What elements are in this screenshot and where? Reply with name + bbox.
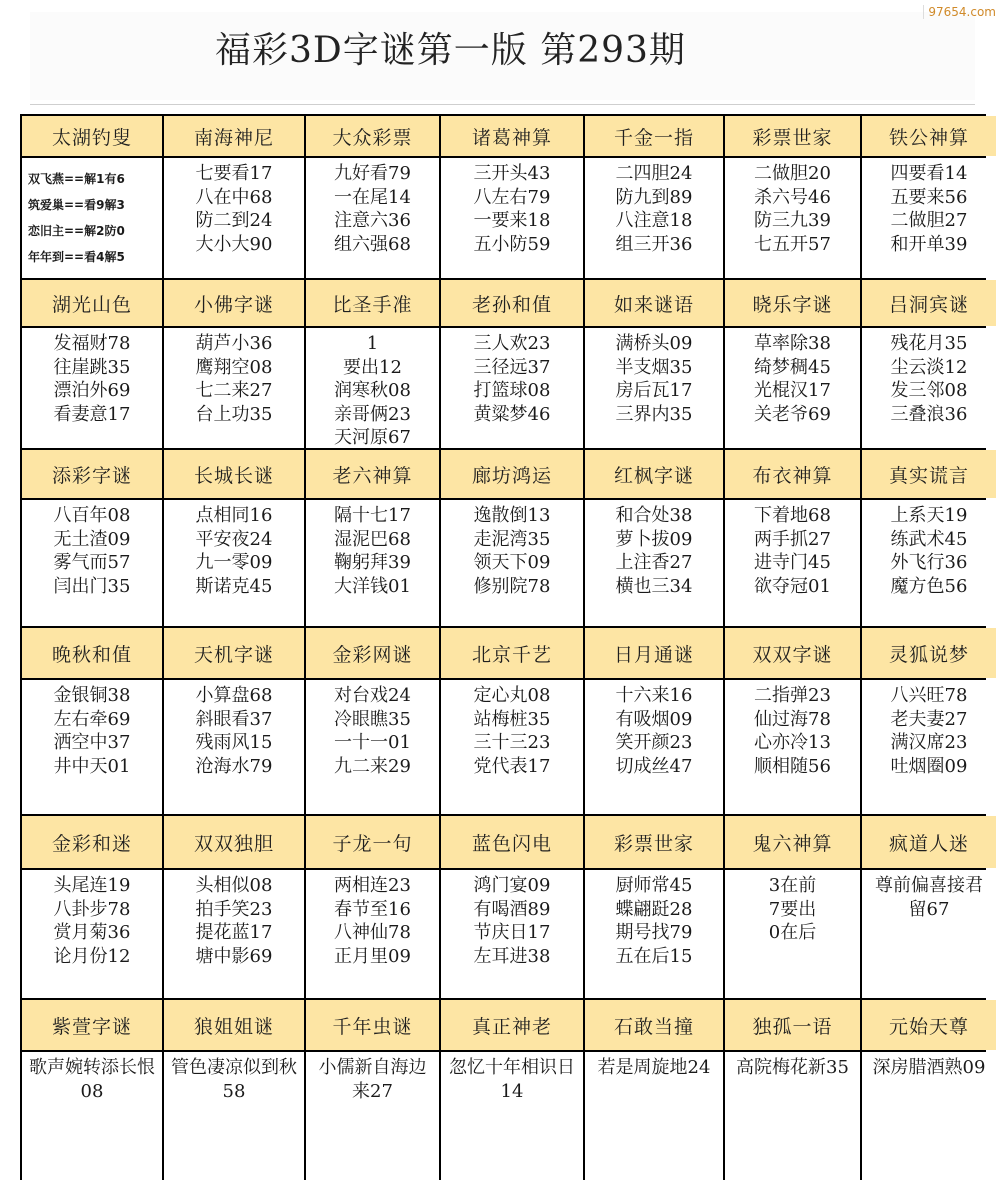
expert-name: 布衣神算 xyxy=(725,450,860,498)
expert-name: 南海神尼 xyxy=(164,116,304,156)
riddle-line: 和开单39 xyxy=(890,233,968,255)
riddle-line: 大洋钱01 xyxy=(334,575,411,597)
riddle-line: 筑爱巢==看9解3 xyxy=(28,198,125,212)
riddle-line: 吐烟圈09 xyxy=(890,755,968,777)
expert-name: 诸葛神算 xyxy=(441,116,583,156)
riddle-line: 若是周旋地24 xyxy=(597,1057,711,1078)
riddle-line: 顺相随56 xyxy=(754,755,831,777)
riddle-line: 对台戏24 xyxy=(334,685,411,706)
riddle-line: 蝶翩跹28 xyxy=(615,898,693,920)
riddle-line: 无土渣09 xyxy=(53,528,131,550)
riddle-line: 十六来16 xyxy=(615,685,693,706)
riddle-cell xyxy=(164,870,304,998)
riddle-line: 台上功35 xyxy=(195,403,273,425)
riddle-line: 房后瓦17 xyxy=(615,380,693,401)
riddle-line: 节庆日17 xyxy=(473,922,551,943)
riddle-line: 防三九39 xyxy=(754,210,831,231)
expert-name: 晚秋和值 xyxy=(22,628,162,678)
riddle-line: 春节至16 xyxy=(334,898,411,920)
riddle-line: 要出12 xyxy=(343,356,402,378)
riddle-line: 葫芦小36 xyxy=(195,333,273,354)
riddle-line: 防九到89 xyxy=(615,186,693,208)
riddle-line: 论月份12 xyxy=(53,945,131,967)
expert-name: 狼姐姐谜 xyxy=(164,1000,304,1050)
riddle-line: 九好看79 xyxy=(334,163,411,184)
riddle-line: 萝卜拔09 xyxy=(615,528,693,550)
riddle-line: 五要来56 xyxy=(890,186,968,208)
riddle-cell xyxy=(725,680,860,814)
riddle-cell xyxy=(862,158,996,278)
riddle-line: 鞠躬拜39 xyxy=(334,552,411,573)
expert-name: 紫萱字谜 xyxy=(22,1000,162,1050)
riddle-line: 八卦步78 xyxy=(53,898,131,920)
riddle-line: 七二来27 xyxy=(195,380,273,401)
riddle-line: 0在后 xyxy=(768,922,817,943)
riddle-line: 期号找79 xyxy=(615,922,693,943)
expert-name: 鬼六神算 xyxy=(725,816,860,868)
expert-name: 红枫字谜 xyxy=(585,450,723,498)
riddle-line: 修别院78 xyxy=(473,575,551,597)
riddle-line: 防二到24 xyxy=(195,210,273,231)
riddle-line: 恋旧主==解2防0 xyxy=(28,224,125,238)
riddle-line: 两手抓27 xyxy=(754,528,831,550)
expert-name: 吕洞宾谜 xyxy=(862,280,996,326)
riddle-line: 仙过海78 xyxy=(754,708,831,730)
riddle-line: 九一零09 xyxy=(195,552,273,573)
riddle-cell xyxy=(862,500,996,626)
riddle-line: 隔十七17 xyxy=(334,505,411,526)
riddle-line: 和合处38 xyxy=(615,505,693,526)
riddle-line: 切成丝47 xyxy=(615,755,693,777)
riddle-cell xyxy=(164,680,304,814)
riddle-line: 七五开57 xyxy=(754,233,831,255)
riddle-line: 头相似08 xyxy=(195,875,273,896)
expert-name: 太湖钓叟 xyxy=(22,116,162,156)
riddle-cell xyxy=(862,870,996,998)
riddle-line: 鹰翔空08 xyxy=(195,356,273,378)
riddle-line: 四要看14 xyxy=(890,163,968,184)
watermark: 97654.com xyxy=(923,5,996,19)
riddle-cell xyxy=(585,328,723,448)
riddle-line: 黄粱梦46 xyxy=(473,403,551,425)
riddle-cell xyxy=(441,870,583,998)
riddle-line: 小算盘68 xyxy=(195,685,273,706)
riddle-line: 八百年08 xyxy=(53,505,131,526)
riddle-line: 三径远37 xyxy=(473,356,551,378)
riddle-cell xyxy=(585,680,723,814)
riddle-line: 满桥头09 xyxy=(615,333,693,354)
riddle-line: 心亦冷13 xyxy=(754,732,831,753)
expert-name: 金彩网谜 xyxy=(306,628,439,678)
riddle-cell xyxy=(306,870,439,998)
riddle-cell xyxy=(22,1052,162,1180)
expert-name: 子龙一句 xyxy=(306,816,439,868)
expert-name: 元始天尊 xyxy=(862,1000,996,1050)
riddle-cell xyxy=(441,1052,583,1180)
riddle-line: 进寺门45 xyxy=(754,552,831,573)
riddle-cell xyxy=(306,328,439,448)
title-divider xyxy=(30,104,975,105)
riddle-line: 三叠浪36 xyxy=(890,403,968,425)
riddle-line: 一要来18 xyxy=(473,210,551,231)
expert-name: 日月通谜 xyxy=(585,628,723,678)
riddle-line: 发三邻08 xyxy=(890,380,968,401)
riddle-line: 残雨风15 xyxy=(195,732,273,753)
riddle-line: 尘云淡12 xyxy=(890,356,968,378)
riddle-cell xyxy=(862,680,996,814)
riddle-cell xyxy=(306,1052,439,1180)
expert-name: 千金一指 xyxy=(585,116,723,156)
riddle-line: 厨师常45 xyxy=(615,875,693,896)
riddle-line: 满汉席23 xyxy=(890,732,968,753)
riddle-line: 闫出门35 xyxy=(53,575,131,597)
riddle-line: 年年到==看4解5 xyxy=(28,250,125,264)
riddle-line: 深房腊酒熟09 xyxy=(872,1057,986,1078)
riddle-line: 逸散倒13 xyxy=(473,505,551,526)
riddle-line: 定心丸08 xyxy=(473,685,551,706)
riddle-cell xyxy=(306,500,439,626)
riddle-line: 八神仙78 xyxy=(334,922,411,943)
riddle-line: 歌声婉转添长恨08 xyxy=(29,1057,155,1102)
riddle-line: 有喝酒89 xyxy=(473,898,551,920)
riddle-line: 九二来29 xyxy=(334,755,411,777)
riddle-line: 1 xyxy=(366,333,379,354)
expert-name: 彩票世家 xyxy=(725,116,860,156)
riddle-line: 欲夺冠01 xyxy=(754,575,831,597)
riddle-line: 雾气而57 xyxy=(53,552,131,573)
riddle-line: 三十三23 xyxy=(473,732,551,753)
riddle-cell xyxy=(725,870,860,998)
expert-name: 双双独胆 xyxy=(164,816,304,868)
riddle-line: 左耳进38 xyxy=(473,945,551,967)
riddle-cell xyxy=(22,870,162,998)
riddle-line: 八兴旺78 xyxy=(890,685,968,706)
expert-name: 大众彩票 xyxy=(306,116,439,156)
riddle-line: 7要出 xyxy=(768,898,817,920)
riddle-line: 三界内35 xyxy=(615,403,693,425)
riddle-line: 有吸烟09 xyxy=(615,708,693,730)
riddle-line: 老夫妻27 xyxy=(890,708,968,730)
riddle-cell xyxy=(22,158,162,278)
expert-name: 疯道人迷 xyxy=(862,816,996,868)
riddle-line: 上注香27 xyxy=(615,552,693,573)
riddle-line: 往崖跳35 xyxy=(53,356,131,378)
riddle-line: 上系天19 xyxy=(890,505,968,526)
riddle-line: 练武术45 xyxy=(890,528,968,550)
riddle-line: 二做胆27 xyxy=(890,210,968,231)
riddle-line: 3在前 xyxy=(768,875,817,896)
riddle-line: 笑开颜23 xyxy=(615,732,693,753)
expert-name: 真正神老 xyxy=(441,1000,583,1050)
riddle-cell xyxy=(164,1052,304,1180)
riddle-cell xyxy=(585,158,723,278)
riddle-table xyxy=(20,114,986,1180)
riddle-line: 草率除38 xyxy=(754,333,831,354)
riddle-cell xyxy=(725,500,860,626)
expert-name: 铁公神算 xyxy=(862,116,996,156)
riddle-line: 三人欢23 xyxy=(473,333,551,354)
riddle-line: 提花蓝17 xyxy=(195,922,273,943)
expert-name: 彩票世家 xyxy=(585,816,723,868)
expert-name: 老孙和值 xyxy=(441,280,583,326)
riddle-line: 冷眼瞧35 xyxy=(334,708,411,730)
riddle-line: 湿泥巴68 xyxy=(334,528,411,550)
page-title: 福彩3D字谜第一版 第293期 xyxy=(215,30,686,71)
riddle-line: 组三开36 xyxy=(615,233,693,255)
riddle-line: 横也三34 xyxy=(615,575,693,597)
riddle-cell xyxy=(22,500,162,626)
riddle-line: 党代表17 xyxy=(473,755,551,777)
riddle-line: 外飞行36 xyxy=(890,552,968,573)
riddle-line: 打篮球08 xyxy=(473,380,551,401)
riddle-cell xyxy=(306,680,439,814)
riddle-cell xyxy=(22,680,162,814)
expert-name: 北京千艺 xyxy=(441,628,583,678)
riddle-line: 站梅桩35 xyxy=(473,708,551,730)
riddle-line: 发福财78 xyxy=(53,333,131,354)
riddle-line: 看妻意17 xyxy=(53,403,131,425)
riddle-line: 领天下09 xyxy=(473,552,551,573)
expert-name: 天机字谜 xyxy=(164,628,304,678)
riddle-line: 注意六36 xyxy=(334,210,411,231)
riddle-line: 头尾连19 xyxy=(53,875,131,896)
riddle-line: 下着地68 xyxy=(754,505,831,526)
riddle-line: 漂泊外69 xyxy=(53,380,131,401)
riddle-line: 忽忆十年相识日14 xyxy=(449,1057,575,1102)
expert-name: 小佛字谜 xyxy=(164,280,304,326)
riddle-cell xyxy=(441,158,583,278)
riddle-line: 赏月菊36 xyxy=(53,922,131,943)
riddle-cell xyxy=(441,328,583,448)
riddle-line: 正月里09 xyxy=(334,945,411,967)
riddle-cell xyxy=(441,680,583,814)
riddle-line: 二指弹23 xyxy=(754,685,831,706)
riddle-line: 沧海水79 xyxy=(195,755,273,777)
riddle-line: 残花月35 xyxy=(890,333,968,354)
riddle-line: 八注意18 xyxy=(615,210,693,231)
riddle-line: 小儒新自海边来27 xyxy=(318,1057,427,1102)
riddle-line: 鸿门宴09 xyxy=(473,875,551,896)
riddle-line: 洒空中37 xyxy=(53,732,131,753)
riddle-cell xyxy=(164,500,304,626)
riddle-line: 关老爷69 xyxy=(754,403,831,425)
riddle-line: 两相连23 xyxy=(334,875,411,896)
riddle-line: 平安夜24 xyxy=(195,528,273,550)
expert-name: 湖光山色 xyxy=(22,280,162,326)
riddle-line: 一十一01 xyxy=(334,732,411,753)
riddle-line: 斜眼看37 xyxy=(195,708,273,730)
riddle-line: 五在后15 xyxy=(615,945,693,967)
expert-name: 独孤一语 xyxy=(725,1000,860,1050)
expert-name: 双双字谜 xyxy=(725,628,860,678)
riddle-cell xyxy=(164,328,304,448)
riddle-line: 尊前偏喜接君留67 xyxy=(875,875,983,920)
expert-name: 比圣手准 xyxy=(306,280,439,326)
riddle-line: 亲哥俩23 xyxy=(334,403,411,425)
riddle-line: 八在中68 xyxy=(195,186,273,208)
riddle-cell xyxy=(164,158,304,278)
riddle-line: 半支烟35 xyxy=(615,356,693,378)
riddle-cell xyxy=(725,328,860,448)
riddle-cell xyxy=(862,328,996,448)
expert-name: 晓乐字谜 xyxy=(725,280,860,326)
riddle-line: 斯诺克45 xyxy=(195,575,273,597)
riddle-line: 天河原67 xyxy=(334,427,411,448)
riddle-line: 三开头43 xyxy=(473,163,551,184)
riddle-line: 走泥湾35 xyxy=(473,528,551,550)
riddle-cell xyxy=(725,158,860,278)
riddle-line: 高院梅花新35 xyxy=(736,1057,849,1078)
riddle-line: 润寒秋08 xyxy=(334,380,411,401)
riddle-line: 魔方色56 xyxy=(890,575,968,597)
riddle-cell xyxy=(441,500,583,626)
riddle-line: 左右牵69 xyxy=(53,708,131,730)
expert-name: 廊坊鸿运 xyxy=(441,450,583,498)
riddle-line: 五小防59 xyxy=(473,233,551,255)
riddle-line: 点相同16 xyxy=(195,505,273,526)
riddle-cell xyxy=(862,1052,996,1180)
riddle-line: 井中天01 xyxy=(53,755,131,777)
expert-name: 千年虫谜 xyxy=(306,1000,439,1050)
riddle-cell xyxy=(585,500,723,626)
expert-name: 金彩和迷 xyxy=(22,816,162,868)
riddle-line: 杀六号46 xyxy=(754,186,831,208)
riddle-cell xyxy=(306,158,439,278)
riddle-line: 双飞燕==解1有6 xyxy=(28,172,125,186)
riddle-cell xyxy=(725,1052,860,1180)
riddle-line: 金银铜38 xyxy=(53,685,131,706)
expert-name: 添彩字谜 xyxy=(22,450,162,498)
riddle-line: 管色凄凉似到秋58 xyxy=(171,1057,297,1102)
expert-name: 蓝色闪电 xyxy=(441,816,583,868)
riddle-line: 七要看17 xyxy=(195,163,273,184)
riddle-line: 组六强68 xyxy=(334,233,411,255)
expert-name: 老六神算 xyxy=(306,450,439,498)
expert-name: 如来谜语 xyxy=(585,280,723,326)
riddle-line: 八左右79 xyxy=(473,186,551,208)
riddle-line: 大小大90 xyxy=(195,233,273,255)
riddle-line: 拍手笑23 xyxy=(195,898,273,920)
expert-name: 真实谎言 xyxy=(862,450,996,498)
riddle-line: 一在尾14 xyxy=(334,186,411,208)
riddle-cell xyxy=(585,870,723,998)
riddle-cell xyxy=(22,328,162,448)
expert-name: 灵狐说梦 xyxy=(862,628,996,678)
riddle-line: 塘中影69 xyxy=(195,945,273,967)
riddle-line: 二做胆20 xyxy=(754,163,831,184)
riddle-line: 绮梦稠45 xyxy=(754,356,831,378)
riddle-line: 二四胆24 xyxy=(615,163,693,184)
expert-name: 石敢当撞 xyxy=(585,1000,723,1050)
riddle-cell xyxy=(585,1052,723,1180)
riddle-line: 光棍汉17 xyxy=(754,380,831,401)
expert-name: 长城长谜 xyxy=(164,450,304,498)
